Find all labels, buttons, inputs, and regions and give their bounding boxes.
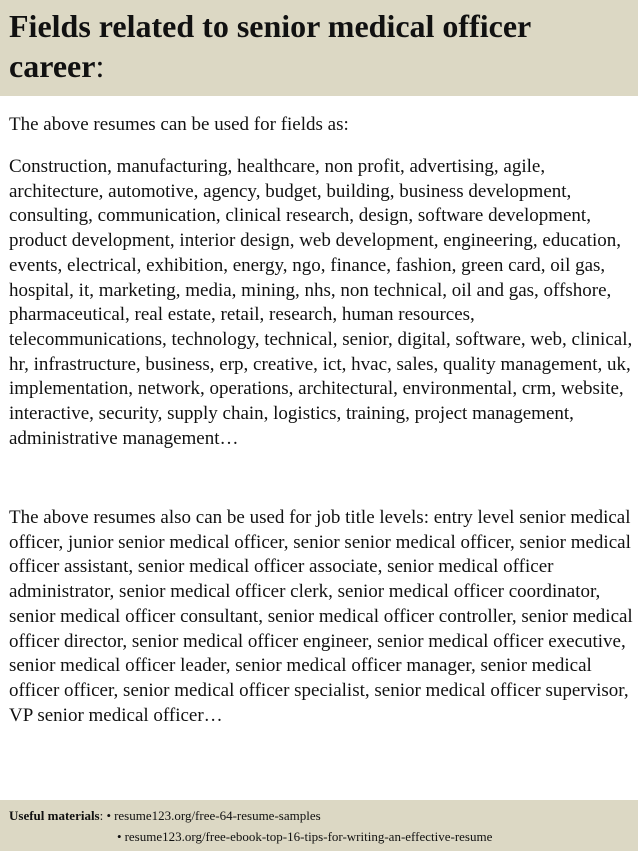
fields-paragraph: Construction, manufacturing, healthcare, non profit, advertising, agile, architecture, automotive, agency, budget, building, business development, consulting, communication, clinical research, design, software development, product development, interior design, web development, engineering, education, events, electrical, exhibition, energy, ngo, finance, fashion, green card, oil gas, hospital, it, marketing, media, mining, nhs, non technical, oil and gas, offshore, pharmaceutical, real estate, retail, research, human resources, telecommunications, technology, technical, senior, digital, software, web, clinical, hr, infrastructure, business, erp, creative, ict, hvac, sales, quality management, uk, implementation, network, operations, architectural, environmental, crm, website, interactive, security, supply chain, logistics, training, project management, administrative management… xyxy=(9,156,633,449)
useful-materials-label: Useful materials xyxy=(9,808,100,823)
useful-materials-separator: : xyxy=(99,808,104,823)
page-title xyxy=(9,6,629,86)
page-title-colon: : xyxy=(95,48,105,84)
page-title-text: Fields related to senior medical officer career xyxy=(9,8,531,84)
useful-materials-row-2 xyxy=(117,828,492,845)
useful-materials-footer xyxy=(0,800,638,851)
bullet-icon: • xyxy=(106,808,112,823)
job-levels-paragraph: The above resumes also can be used for job title levels: entry level senior medical officer, junior senior medical officer, senior senior medical officer, senior medical officer assistant, senior medical officer associate, senior medical officer administrator, senior medical officer clerk, senior medical officer coordinator, senior medical officer consultant, senior medical officer controller, senior medical officer director, senior medical officer engineer, senior medical officer executive, senior medical officer leader, senior medical officer manager, senior medical officer officer, senior medical officer specialist, senior medical officer supervisor, VP senior medical officer… xyxy=(9,507,633,726)
title-banner xyxy=(0,0,638,96)
useful-materials-row-1 xyxy=(9,807,321,824)
intro-text: The above resumes can be used for fields as: xyxy=(9,114,349,135)
resource-link-2[interactable]: resume123.org/free-ebook-top-16-tips-for-writing-an-effective-resume xyxy=(124,829,493,844)
bullet-icon: • xyxy=(117,829,122,844)
resource-link-1[interactable]: resume123.org/free-64-resume-samples xyxy=(114,808,321,823)
